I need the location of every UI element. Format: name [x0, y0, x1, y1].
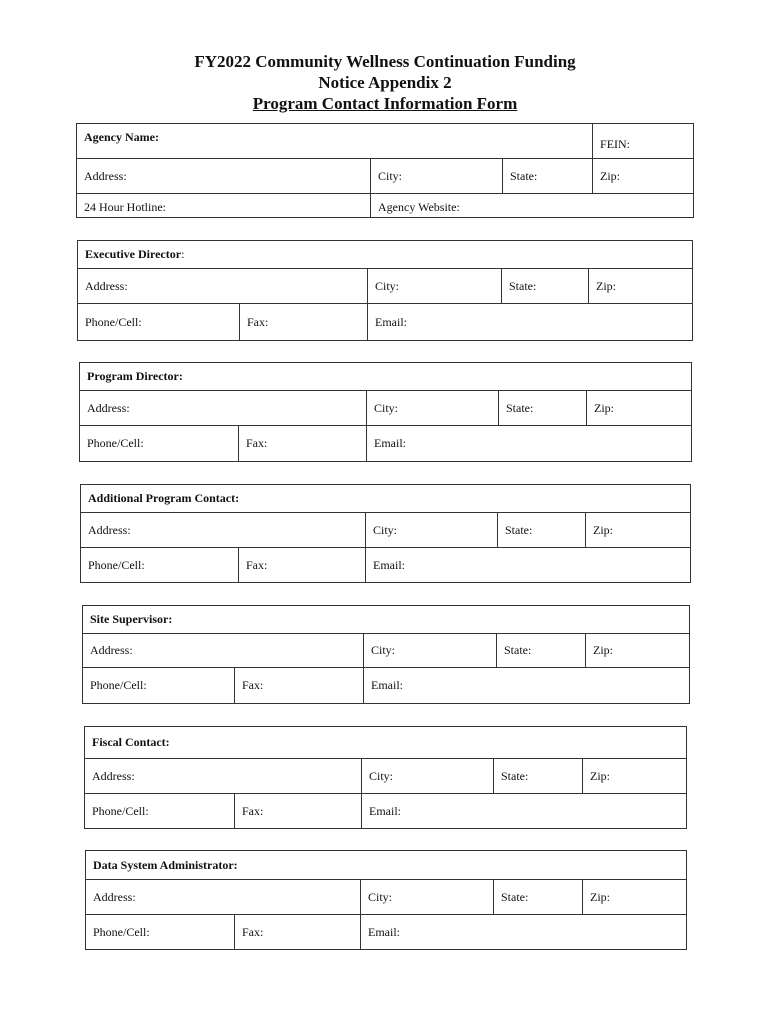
city-field[interactable]: [361, 880, 494, 915]
hotline-field[interactable]: [77, 194, 371, 218]
fax-field[interactable]: [239, 426, 367, 462]
section-title: Data System Administrator:: [86, 851, 687, 880]
phone-field[interactable]: [85, 794, 235, 829]
email-label: Email:: [371, 678, 403, 692]
fein-label: FEIN:: [600, 136, 631, 151]
site-supervisor-table: [82, 605, 690, 704]
phone-label: Phone/Cell:: [92, 803, 149, 818]
zip-field[interactable]: [583, 880, 687, 915]
fax-field[interactable]: [240, 304, 368, 341]
agency-zip-field[interactable]: [593, 159, 694, 194]
phone-label: Phone/Cell:: [90, 678, 147, 692]
agency-website-field[interactable]: [371, 194, 694, 218]
state-field[interactable]: [494, 880, 583, 915]
email-field[interactable]: [366, 548, 691, 583]
hotline-label: 24 Hour Hotline:: [84, 200, 166, 214]
fax-label: Fax:: [246, 557, 268, 572]
zip-label: Zip:: [590, 768, 610, 783]
zip-field[interactable]: [586, 513, 691, 548]
email-field[interactable]: [368, 304, 693, 341]
state-label: State:: [509, 278, 537, 293]
form-title-line-3: Program Contact Information Form: [252, 94, 518, 113]
phone-field[interactable]: [86, 915, 235, 950]
section-title: Fiscal Contact:: [85, 727, 687, 759]
fax-label: Fax:: [246, 436, 268, 450]
executive-director-table: [77, 240, 693, 341]
phone-field[interactable]: [83, 668, 235, 704]
agency-name-label: Agency Name:: [84, 130, 159, 144]
fax-field[interactable]: [235, 794, 362, 829]
form-title-line-1: FY2022 Community Wellness Continuation Funding: [194, 52, 576, 71]
phone-field[interactable]: [78, 304, 240, 341]
address-label: Address:: [87, 400, 130, 415]
agency-zip-label: Zip:: [600, 168, 621, 183]
zip-field[interactable]: [586, 634, 690, 668]
address-label: Address:: [90, 643, 133, 657]
agency-website-label: Agency Website:: [378, 200, 460, 214]
zip-field[interactable]: [587, 391, 692, 426]
fein-field[interactable]: [593, 124, 694, 159]
fax-label: Fax:: [247, 314, 269, 329]
fax-label: Fax:: [242, 924, 264, 939]
section-title: Additional Program Contact:: [81, 485, 691, 513]
fax-label: Fax:: [242, 803, 264, 818]
city-label: City:: [375, 278, 400, 293]
fax-label: Fax:: [242, 678, 264, 692]
state-label: State:: [506, 400, 534, 415]
state-field[interactable]: [499, 391, 587, 426]
city-field[interactable]: [368, 269, 502, 304]
email-field[interactable]: [361, 915, 687, 950]
zip-label: Zip:: [593, 643, 613, 657]
address-field[interactable]: [86, 880, 361, 915]
zip-label: Zip:: [594, 400, 614, 415]
agency-address-label: Address:: [84, 168, 127, 183]
zip-label: Zip:: [596, 278, 616, 293]
email-label: Email:: [374, 436, 406, 450]
agency-name-field[interactable]: [77, 124, 593, 159]
address-field[interactable]: [78, 269, 368, 304]
state-label: State:: [501, 768, 529, 783]
phone-label: Phone/Cell:: [85, 314, 142, 329]
address-field[interactable]: [83, 634, 364, 668]
fax-field[interactable]: [239, 548, 366, 583]
address-label: Address:: [93, 889, 136, 904]
city-label: City:: [369, 768, 394, 783]
agency-address-field[interactable]: [77, 159, 371, 194]
agency-city-field[interactable]: [371, 159, 503, 194]
city-label: City:: [374, 400, 399, 415]
email-field[interactable]: [362, 794, 687, 829]
city-label: City:: [368, 889, 393, 904]
state-field[interactable]: [502, 269, 589, 304]
phone-label: Phone/Cell:: [87, 436, 144, 450]
state-field[interactable]: [498, 513, 586, 548]
fiscal-contact-table: [84, 726, 687, 829]
agency-city-label: City:: [378, 168, 403, 183]
agency-state-label: State:: [510, 168, 538, 183]
address-label: Address:: [85, 278, 128, 293]
fax-field[interactable]: [235, 915, 361, 950]
city-field[interactable]: [366, 513, 498, 548]
city-label: City:: [371, 643, 396, 657]
zip-field[interactable]: [583, 759, 687, 794]
agency-state-field[interactable]: [503, 159, 593, 194]
phone-label: Phone/Cell:: [93, 924, 150, 939]
city-field[interactable]: [362, 759, 494, 794]
city-field[interactable]: [367, 391, 499, 426]
email-field[interactable]: [364, 668, 690, 704]
fax-field[interactable]: [235, 668, 364, 704]
section-title: Site Supervisor:: [83, 606, 690, 634]
additional-program-contact-table: [80, 484, 691, 583]
email-label: Email:: [369, 803, 401, 818]
address-field[interactable]: [85, 759, 362, 794]
email-label: Email:: [373, 557, 405, 572]
section-title: Executive Director:: [78, 241, 693, 269]
phone-field[interactable]: [80, 426, 239, 462]
state-field[interactable]: [494, 759, 583, 794]
section-title: Program Director:: [80, 363, 692, 391]
state-field[interactable]: [497, 634, 586, 668]
data-system-administrator-table: [85, 850, 687, 950]
email-field[interactable]: [367, 426, 692, 462]
state-label: State:: [505, 522, 533, 537]
city-label: City:: [373, 522, 398, 537]
state-label: State:: [501, 889, 529, 904]
address-field[interactable]: [80, 391, 367, 426]
address-label: Address:: [92, 768, 135, 783]
address-label: Address:: [88, 522, 131, 537]
email-label: Email:: [375, 314, 407, 329]
city-field[interactable]: [364, 634, 497, 668]
state-label: State:: [504, 643, 532, 657]
zip-field[interactable]: [589, 269, 693, 304]
phone-field[interactable]: [81, 548, 239, 583]
program-director-table: [79, 362, 692, 462]
zip-label: Zip:: [593, 522, 613, 537]
email-label: Email:: [368, 924, 400, 939]
phone-label: Phone/Cell:: [88, 557, 145, 572]
agency-table: [76, 123, 694, 218]
address-field[interactable]: [81, 513, 366, 548]
zip-label: Zip:: [590, 889, 610, 904]
form-title-line-2: Notice Appendix 2: [318, 73, 452, 92]
